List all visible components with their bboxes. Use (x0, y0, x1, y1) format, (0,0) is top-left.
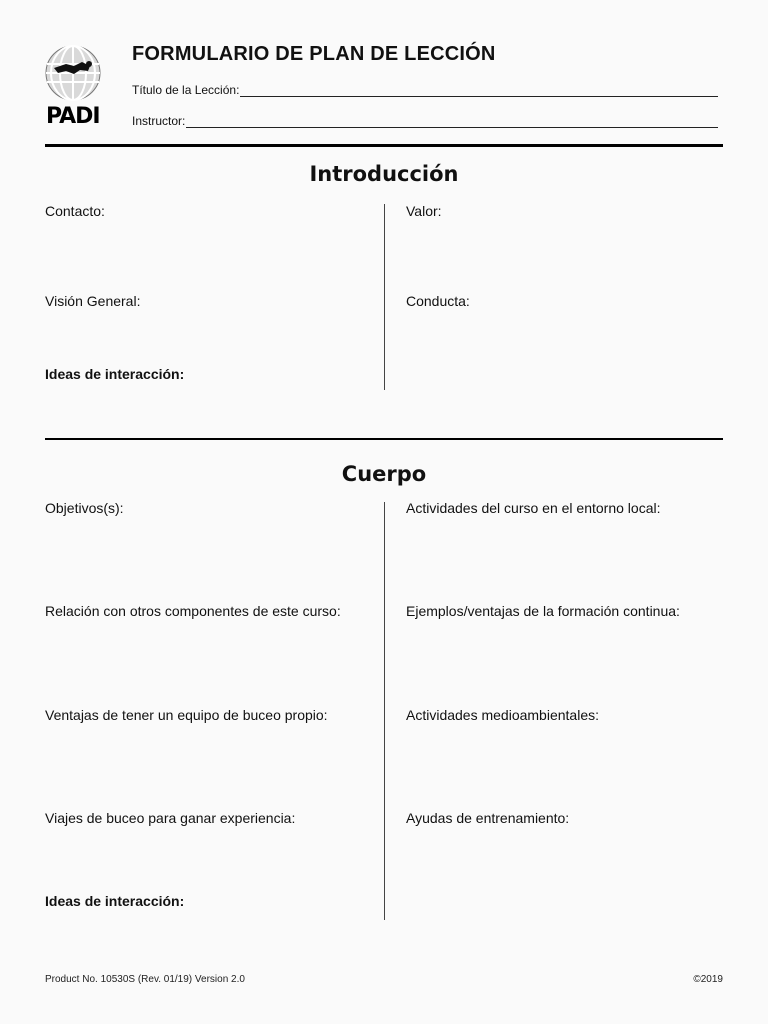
lesson-title-label: Título de la Lección: (132, 83, 240, 97)
instructor-label: Instructor: (132, 114, 186, 128)
intro-interaction-label: Ideas de interacción: (45, 366, 185, 382)
ayudas-entrenamiento-label: Ayudas de entrenamiento: (406, 810, 570, 826)
section-divider (45, 438, 723, 440)
instructor-field[interactable] (132, 114, 718, 128)
valor-label: Valor: (406, 203, 442, 219)
introduccion-heading: Introducción (309, 162, 459, 186)
ventajas-equipo-label: Ventajas de tener un equipo de buceo propio: (45, 707, 328, 723)
header-divider (45, 144, 723, 147)
cuerpo-heading: Cuerpo (341, 462, 427, 486)
viajes-buceo-label: Viajes de buceo para ganar experiencia: (45, 810, 296, 826)
copyright: ©2019 (693, 974, 723, 985)
introduccion-column-divider (384, 204, 385, 390)
relacion-label: Relación con otros componentes de este curso: (45, 603, 341, 619)
actividades-medioambientales-label: Actividades medioambientales: (406, 707, 599, 723)
form-title: FORMULARIO DE PLAN DE LECCIÓN (132, 43, 496, 65)
cuerpo-interaction-label: Ideas de interacción: (45, 893, 185, 909)
ejemplos-ventajas-label: Ejemplos/ventajas de la formación continua: (406, 603, 680, 619)
cuerpo-column-divider (384, 502, 385, 920)
contacto-label: Contacto: (45, 203, 105, 219)
product-number: Product No. 10530S (Rev. 01/19) Version 2.0 (45, 974, 245, 985)
globe-diver-icon (44, 44, 102, 102)
instructor-line[interactable] (186, 117, 718, 128)
lesson-title-line[interactable] (240, 86, 718, 97)
vision-general-label: Visión General: (45, 293, 141, 309)
objetivos-label: Objetivos(s): (45, 500, 124, 516)
logo-text: PADI (46, 104, 100, 129)
lesson-title-field[interactable] (132, 83, 718, 97)
actividades-curso-label: Actividades del curso en el entorno local: (406, 500, 661, 516)
padi-logo (44, 44, 104, 128)
conducta-label: Conducta: (406, 293, 470, 309)
